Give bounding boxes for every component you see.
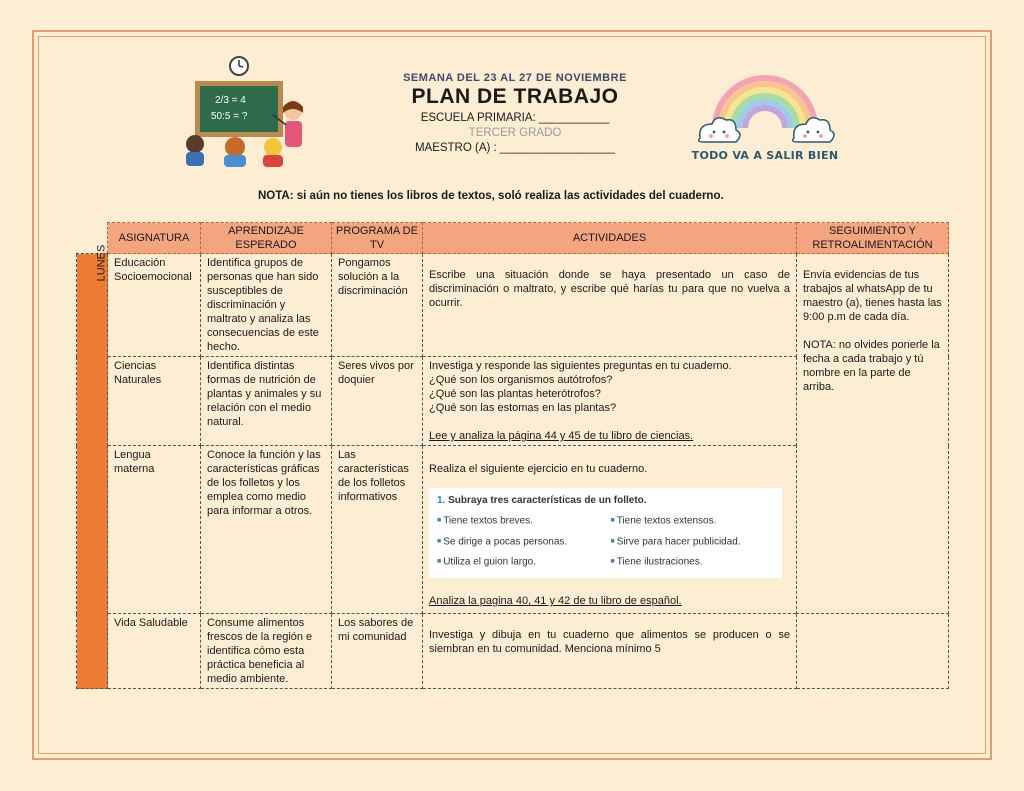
exercise-title-text: Subraya tres características de un folleto. <box>448 495 647 506</box>
activity-cell <box>423 357 797 446</box>
followup-text-1: Envía evidencias de tus trabajos al whatsApp de tu maestro (a), tienes hasta las 9:00 p.m de cada día. <box>803 269 942 323</box>
board-line-2: 50:5 = ? <box>211 111 248 122</box>
followup-cell <box>797 254 949 614</box>
learning-cell: Consume alimentos frescos de la región e identifica cómo esta práctica beneficia al medio ambiente. <box>201 614 332 689</box>
exercise-title <box>437 494 774 508</box>
subject-cell: Lengua materna <box>108 446 201 614</box>
exercise-options <box>437 514 774 570</box>
board-line-1: 2/3 = 4 <box>215 95 246 106</box>
header-tv: PROGRAMA DE TV <box>332 223 423 254</box>
activity-text: Realiza el siguiente ejercicio en tu cuaderno. <box>429 463 648 475</box>
tv-cell: Las características de los folletos informativos <box>332 446 423 614</box>
exercise-option: ■ Tiene ilustraciones. <box>611 555 775 570</box>
exercise-option: ■ Tiene textos extensos. <box>611 514 775 529</box>
exercise-option: ■ Se dirige a pocas personas. <box>437 535 601 550</box>
activity-cell <box>423 614 797 689</box>
subject-cell: Ciencias Naturales <box>108 357 201 446</box>
activity-reference: Lee y analiza la página 44 y 45 de tu libro de ciencias. <box>429 430 694 442</box>
activity-text: Escribe una situación donde se haya presentado un caso de discriminación o maltrato, y escribe qué harías tu para que no vuelva a ocurrir. <box>429 269 790 309</box>
learning-cell: Conoce la función y las características gráficas de los folletos y los emplea como medio para informar a otros. <box>201 446 332 614</box>
exercise-option: ■ Tiene textos breves. <box>437 514 601 529</box>
tv-cell: Los sabores de mi comunidad <box>332 614 423 689</box>
learning-cell: Identifica distintas formas de nutrición de plantas y animales y su relación con el medio natural. <box>201 357 332 446</box>
note-text: si aún no tienes los libros de textos, soló realiza las actividades del cuaderno. <box>293 190 724 202</box>
followup-text-2: NOTA: no olvides ponerle la fecha a cada trabajo y tú nombre en la parte de arriba. <box>803 339 940 393</box>
document-header <box>380 72 650 154</box>
activity-text: Investiga y dibuja en tu cuaderno que alimentos se producen o se siembran en tu comunidad. Menciona mínimo 5 <box>429 629 790 655</box>
followup-empty-cell <box>797 614 949 689</box>
exercise-option: ■ Sirve para hacer publicidad. <box>611 535 775 550</box>
header-learning: APRENDIZAJE ESPERADO <box>201 223 332 254</box>
exercise-option: ■ Utiliza el guion largo. <box>437 555 601 570</box>
plan-table <box>76 222 949 689</box>
school-line: ESCUELA PRIMARIA: ___________ <box>420 112 610 124</box>
table-row <box>77 254 949 357</box>
activity-cell <box>423 446 797 614</box>
note-line <box>258 190 724 202</box>
exercise-number: 1. <box>437 495 446 506</box>
subject-cell: Educación Socioemocional <box>108 254 201 357</box>
learning-cell: Identifica grupos de personas que han sido susceptibles de discriminación y maltrato y analiza las consecuencias de este hecho. <box>201 254 332 357</box>
grade-line: TERCER GRADO <box>468 127 562 139</box>
tv-cell: Pongamos solución a la discriminación <box>332 254 423 357</box>
week-label: SEMANA DEL 23 AL 27 DE NOVIEMBRE <box>403 72 627 84</box>
activity-line: ¿Qué son los organismos autótrofos? <box>429 374 613 386</box>
day-label: LUNES <box>95 244 108 282</box>
tv-cell: Seres vivos por doquier <box>332 357 423 446</box>
rainbow-caption: TODO VA A SALIR BIEN <box>691 149 839 162</box>
activity-reference: Analiza la pagina 40, 41 y 42 de tu libro de español. <box>429 594 682 607</box>
teacher-line: MAESTRO (A) : __________________ <box>414 142 616 154</box>
document-title: PLAN DE TRABAJO <box>411 85 619 108</box>
activity-line: ¿Qué son las plantas heterótrofos? <box>429 388 601 400</box>
activity-line: Investiga y responde las siguientes preguntas en tu cuaderno. <box>429 360 732 372</box>
note-label: NOTA: <box>258 190 294 202</box>
activity-line: ¿Qué son las estomas en las plantas? <box>429 402 617 414</box>
exercise-box <box>429 488 782 578</box>
header-followup: SEGUIMIENTO Y RETROALIMENTACIÓN <box>797 223 949 254</box>
subject-cell: Vida Saludable <box>108 614 201 689</box>
table-header-row <box>77 223 949 254</box>
classroom-illustration <box>175 55 315 167</box>
header-activities: ACTIVIDADES <box>423 223 797 254</box>
day-cell <box>77 244 108 689</box>
header-subject: ASIGNATURA <box>108 223 201 254</box>
activity-cell <box>423 254 797 357</box>
table-row <box>77 614 949 689</box>
